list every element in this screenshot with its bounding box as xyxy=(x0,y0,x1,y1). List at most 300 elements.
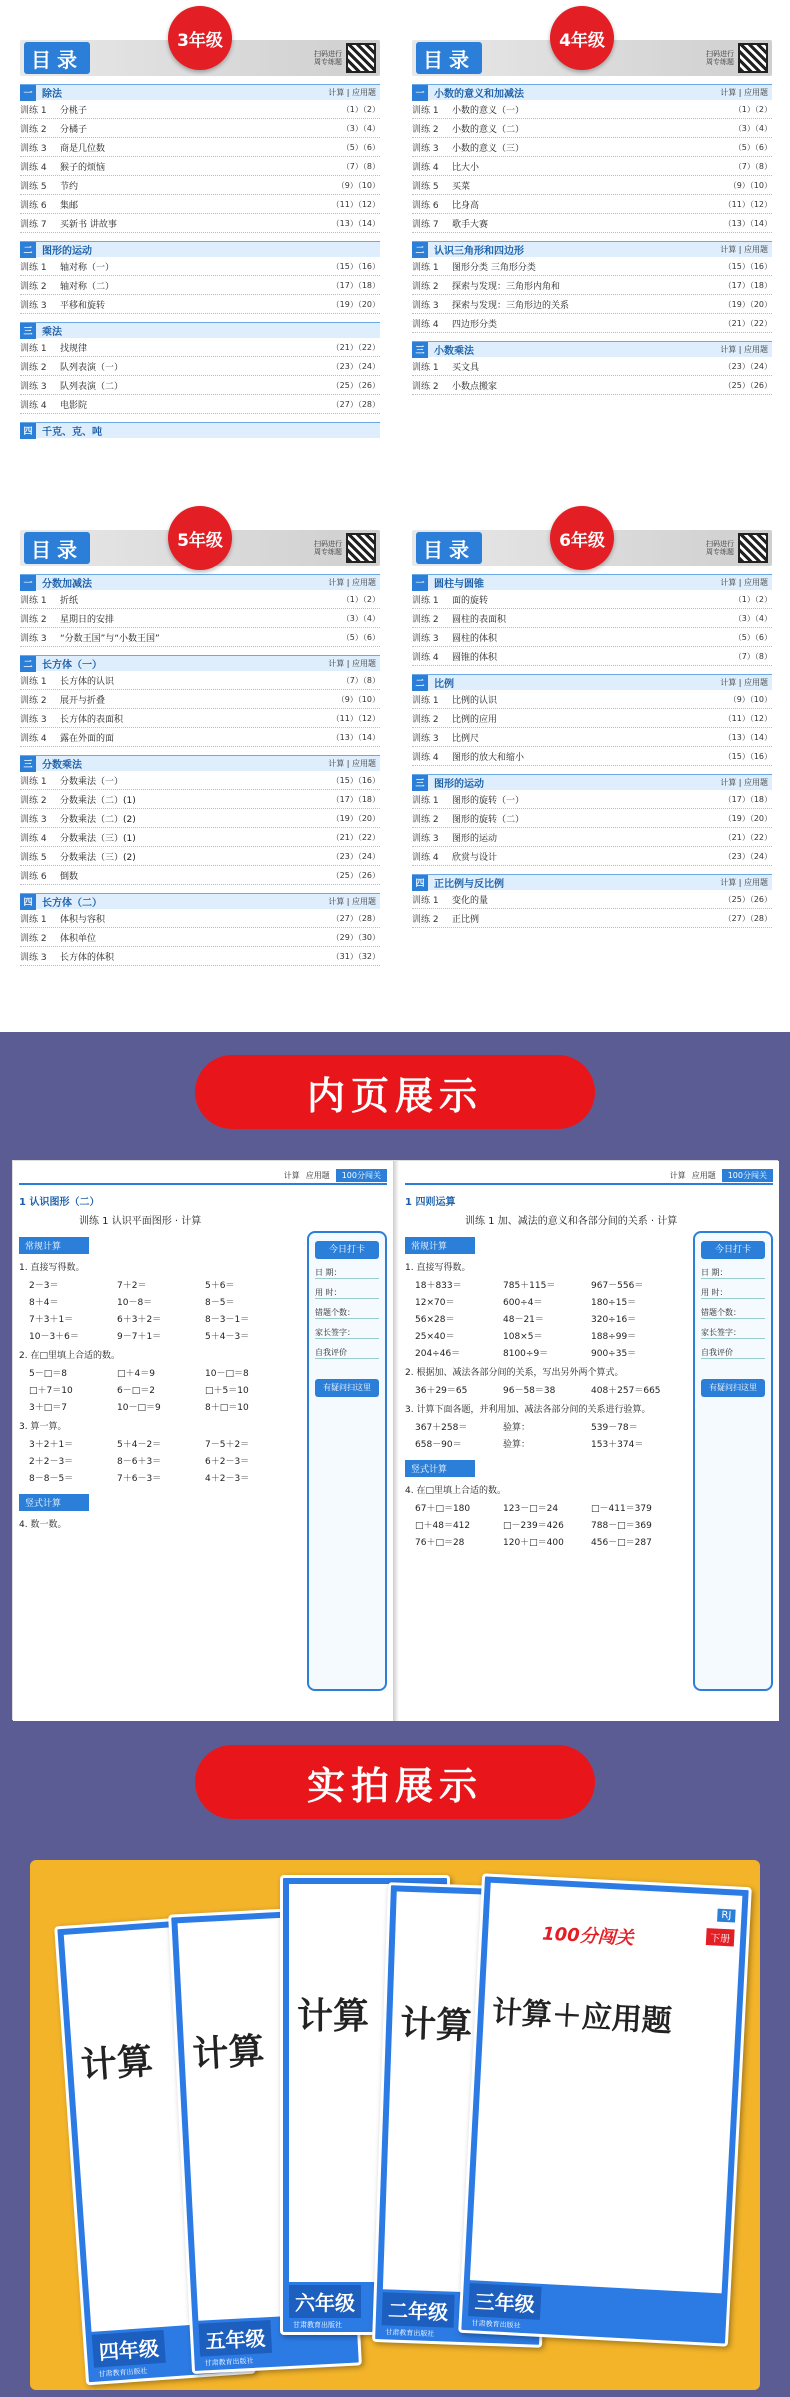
row-label: 训练 1 xyxy=(20,676,47,687)
row-pages: （1）（2） xyxy=(341,104,380,114)
toc-row[interactable] xyxy=(20,590,380,609)
exercise-item: 5＋6＝ xyxy=(205,1281,235,1291)
exercise-item: □＋5＝10 xyxy=(205,1386,249,1396)
row-pages: （19）（20） xyxy=(331,299,380,309)
row-name: 比例的应用 xyxy=(452,714,498,725)
exercise-item: 785＋115＝ xyxy=(503,1281,556,1291)
exercise-item: 153＋374＝ xyxy=(591,1440,644,1450)
toc-row[interactable] xyxy=(412,157,772,176)
section-number: 二 xyxy=(20,242,36,258)
exercise-item: 456－□＝287 xyxy=(591,1538,652,1548)
section-title: 图形的运动 xyxy=(434,779,484,790)
toc-row[interactable] xyxy=(412,709,772,728)
exercise-item: 12×70＝ xyxy=(415,1298,455,1308)
row-name: 图形的旋转（二） xyxy=(452,814,525,825)
toc-row[interactable] xyxy=(20,176,380,195)
row-label: 训练 1 xyxy=(412,105,439,116)
row-name: 图形分类 三角形分类 xyxy=(452,262,536,273)
section-header xyxy=(20,655,380,671)
toc-row[interactable] xyxy=(20,376,380,395)
row-name: 找规律 xyxy=(60,343,88,354)
exercise-grid xyxy=(415,1420,685,1450)
row-name: 比例尺 xyxy=(452,733,480,744)
qr-code-icon xyxy=(738,533,768,563)
exercise-item: 320÷16＝ xyxy=(591,1315,637,1325)
row-name: 商是几位数 xyxy=(60,143,106,154)
toc-row[interactable] xyxy=(20,847,380,866)
toc-row[interactable] xyxy=(20,928,380,947)
row-label: 训练 5 xyxy=(412,181,439,192)
row-label: 训练 2 xyxy=(412,614,439,625)
row-pages: （7）（8） xyxy=(341,161,380,171)
toc-row[interactable] xyxy=(20,119,380,138)
row-pages: （13）（14） xyxy=(723,732,772,742)
qr-code-icon xyxy=(346,43,376,73)
section-header xyxy=(412,674,772,690)
row-name: 分橘子 xyxy=(60,124,88,135)
toc-row[interactable] xyxy=(412,314,772,333)
toc-row[interactable] xyxy=(412,628,772,647)
question: 4. 在□里填上合适的数。 xyxy=(405,1486,506,1496)
exercise-item: 36＋29＝65 xyxy=(415,1386,468,1396)
row-label: 训练 3 xyxy=(20,300,47,311)
qr-code-icon xyxy=(738,43,768,73)
exercise-item: 408＋257＝665 xyxy=(591,1386,661,1396)
toc-row[interactable] xyxy=(412,747,772,766)
toc-row[interactable] xyxy=(412,376,772,395)
row-name: 猴子的烦恼 xyxy=(60,162,106,173)
section-number: 二 xyxy=(20,656,36,672)
exercise-grid xyxy=(415,1383,685,1396)
checkin-field: 家长签字： xyxy=(315,1327,379,1339)
top-label-b: 应用题 xyxy=(691,1170,716,1180)
toc-row[interactable] xyxy=(20,628,380,647)
section-tag: 常规计算 xyxy=(19,1237,89,1254)
section-title: 比例 xyxy=(434,679,454,690)
exercise-item: 6＋3＋2＝ xyxy=(117,1315,162,1325)
toc-row[interactable] xyxy=(20,709,380,728)
row-label: 训练 2 xyxy=(20,362,47,373)
question: 2. 在□里填上合适的数。 xyxy=(19,1351,120,1361)
exercise-item: 3＋□＝7 xyxy=(29,1403,67,1413)
row-pages: （27）（28） xyxy=(331,913,380,923)
grade-label: 四年级 xyxy=(92,2330,166,2368)
toc-panel xyxy=(412,40,772,395)
toc-row[interactable] xyxy=(412,138,772,157)
row-pages: （17）（18） xyxy=(723,794,772,804)
row-pages: （13）（14） xyxy=(723,218,772,228)
row-name: 节约 xyxy=(60,181,79,192)
qr-code-icon xyxy=(346,533,376,563)
page-top-bar xyxy=(405,1167,773,1185)
row-label: 训练 1 xyxy=(412,262,439,273)
toc-row[interactable] xyxy=(20,157,380,176)
row-pages: （9）（10） xyxy=(728,180,772,190)
toc-row[interactable] xyxy=(412,119,772,138)
exercise-grid xyxy=(29,1437,299,1484)
toc-row[interactable] xyxy=(412,590,772,609)
toc-row[interactable] xyxy=(20,828,380,847)
row-pages: （23）（24） xyxy=(723,361,772,371)
row-pages: （17）（18） xyxy=(331,280,380,290)
checkin-field: 用 时： xyxy=(701,1287,765,1299)
row-pages: （3）（4） xyxy=(733,613,772,623)
row-pages: （21）（22） xyxy=(723,318,772,328)
row-name: 集邮 xyxy=(60,200,79,211)
book-cover xyxy=(458,1873,752,2347)
checkin-field: 家长签字： xyxy=(701,1327,765,1339)
question: 1. 直接写得数。 xyxy=(19,1263,85,1273)
exercise-item: 76＋□＝28 xyxy=(415,1538,465,1548)
lesson-title: 训练 1 认识平面图形 · 计算 xyxy=(79,1216,202,1227)
row-name: 买文具 xyxy=(452,362,480,373)
toc-row[interactable] xyxy=(412,728,772,747)
row-label: 训练 3 xyxy=(412,733,439,744)
toc-row[interactable] xyxy=(412,809,772,828)
lesson-title: 训练 1 加、减法的意义和各部分间的关系 · 计算 xyxy=(465,1216,678,1227)
section-title: 圆柱与圆锥 xyxy=(434,579,484,590)
section-number: 二 xyxy=(412,242,428,258)
toc-row[interactable] xyxy=(20,790,380,809)
row-pages: （1）（2） xyxy=(733,104,772,114)
toc-row[interactable] xyxy=(412,214,772,233)
toc-row[interactable] xyxy=(412,828,772,847)
row-name: 面的旋转 xyxy=(452,595,489,606)
exercise-item: 658－90＝ xyxy=(415,1440,462,1450)
section-meta: 计算 | 应用题 xyxy=(328,759,376,768)
row-label: 训练 1 xyxy=(412,362,439,373)
exercise-item: 788－□＝369 xyxy=(591,1521,652,1531)
row-name: 小数点搬家 xyxy=(452,381,498,392)
toc-title: 目录 xyxy=(24,42,90,74)
row-label: 训练 5 xyxy=(20,852,47,863)
toc-row[interactable] xyxy=(412,257,772,276)
checkin-card xyxy=(693,1231,773,1691)
row-name: 圆柱的表面积 xyxy=(452,614,507,625)
row-name: 长方体的认识 xyxy=(60,676,115,687)
row-pages: （23）（24） xyxy=(331,851,380,861)
exercise-grid xyxy=(415,1501,685,1548)
row-name: 体积与容积 xyxy=(60,914,106,925)
section-header xyxy=(412,241,772,257)
row-name: 图形的旋转（一） xyxy=(452,795,525,806)
row-name: 歌手大赛 xyxy=(452,219,489,230)
question: 3. 计算下面各题，并利用加、减法各部分间的关系进行验算。 xyxy=(405,1405,651,1415)
exercise-column xyxy=(405,1260,685,1548)
exercise-item: □＋48＝412 xyxy=(415,1521,471,1531)
toc-row[interactable] xyxy=(20,609,380,628)
toc-row[interactable] xyxy=(20,671,380,690)
exercise-item: 7＋6－3＝ xyxy=(117,1474,162,1484)
publisher-label: 甘肃教育出版社 xyxy=(471,2319,521,2330)
toc-row[interactable] xyxy=(412,647,772,666)
volume-tag: 下册 xyxy=(706,1928,735,1946)
row-name: 圆柱的体积 xyxy=(452,633,498,644)
section-number: 一 xyxy=(20,85,36,101)
row-pages: （15）（16） xyxy=(331,775,380,785)
row-label: 训练 6 xyxy=(20,871,47,882)
row-pages: （27）（28） xyxy=(331,399,380,409)
section-header xyxy=(20,322,380,338)
grade-label: 三年级 xyxy=(468,2283,542,2320)
row-label: 训练 2 xyxy=(20,795,47,806)
exercise-item: 18＋833＝ xyxy=(415,1281,462,1291)
toc-row[interactable] xyxy=(20,690,380,709)
section-meta: 计算 | 应用题 xyxy=(328,897,376,906)
row-label: 训练 3 xyxy=(20,952,47,963)
toc-row[interactable] xyxy=(412,609,772,628)
section-title: 图形的运动 xyxy=(42,246,92,257)
toc-row[interactable] xyxy=(20,138,380,157)
row-pages: （21）（22） xyxy=(331,342,380,352)
toc-row[interactable] xyxy=(20,295,380,314)
row-label: 训练 4 xyxy=(20,400,47,411)
row-name: 倒数 xyxy=(60,871,79,882)
exercise-column xyxy=(19,1260,299,1530)
section-number: 四 xyxy=(20,894,36,910)
toc-row[interactable] xyxy=(20,771,380,790)
toc-title: 目录 xyxy=(24,532,90,564)
toc-row[interactable] xyxy=(20,100,380,119)
scan-text: 扫码进行 周专练题 xyxy=(706,540,734,556)
row-label: 训练 2 xyxy=(20,614,47,625)
book-title: 计算 xyxy=(297,1996,370,2037)
question: 2. 根据加、减法各部分间的关系，写出另外两个算式。 xyxy=(405,1368,624,1378)
row-label: 训练 3 xyxy=(20,814,47,825)
row-name: 圆锥的体积 xyxy=(452,652,498,663)
section-title: 认识三角形和四边形 xyxy=(434,246,524,257)
exercise-item: 验算： xyxy=(503,1440,531,1450)
toc-row[interactable] xyxy=(20,728,380,747)
row-label: 训练 5 xyxy=(20,181,47,192)
publisher-label: 甘肃教育出版社 xyxy=(204,2356,254,2368)
row-label: 训练 4 xyxy=(412,652,439,663)
section-header xyxy=(412,874,772,890)
row-pages: （11）（12） xyxy=(723,199,772,209)
toc-row[interactable] xyxy=(412,195,772,214)
toc-row[interactable] xyxy=(412,690,772,709)
toc-row[interactable] xyxy=(20,357,380,376)
row-label: 训练 3 xyxy=(412,833,439,844)
exercise-item: 188÷99＝ xyxy=(591,1332,637,1342)
exercise-item: 108×5＝ xyxy=(503,1332,543,1342)
grade-label: 六年级 xyxy=(289,2285,361,2318)
toc-row[interactable] xyxy=(412,176,772,195)
row-name: 露在外面的面 xyxy=(60,733,115,744)
checkin-field: 用 时： xyxy=(315,1287,379,1299)
row-label: 训练 4 xyxy=(412,752,439,763)
question: 3. 算一算。 xyxy=(19,1422,67,1432)
exercise-item: 120＋□＝400 xyxy=(503,1538,564,1548)
row-name: 分数乘法（三）(1) xyxy=(60,833,136,844)
exercise-item: 96－58＝38 xyxy=(503,1386,556,1396)
exercise-item: 8－3－1＝ xyxy=(205,1315,250,1325)
edition-tag: RJ xyxy=(717,1909,736,1923)
toc-row[interactable] xyxy=(412,909,772,928)
brand-tag: 100分闯关 xyxy=(336,1169,387,1182)
exercise-item: 180÷15＝ xyxy=(591,1298,637,1308)
section-header xyxy=(20,241,380,257)
toc-row[interactable] xyxy=(412,100,772,119)
section-tag: 常规计算 xyxy=(405,1237,475,1254)
row-label: 训练 1 xyxy=(412,595,439,606)
section-meta: 计算 | 应用题 xyxy=(328,578,376,587)
section-title: 分数加减法 xyxy=(42,579,92,590)
page-top-bar xyxy=(19,1167,387,1185)
inner-pages-spread xyxy=(12,1160,778,1720)
exercise-item: 8－8－5＝ xyxy=(29,1474,74,1484)
unit-title: 1 四则运算 xyxy=(405,1197,456,1208)
row-pages: （7）（8） xyxy=(733,651,772,661)
exercise-item: 8－5＝ xyxy=(205,1298,235,1308)
top-label-a: 计算 xyxy=(669,1170,686,1180)
toc-row[interactable] xyxy=(20,866,380,885)
row-label: 训练 2 xyxy=(412,281,439,292)
row-name: 探索与发现：三角形内角和 xyxy=(452,281,561,292)
section-header xyxy=(412,774,772,790)
section-meta: 计算 | 应用题 xyxy=(720,678,768,687)
book-title: 计算 xyxy=(399,2003,473,2048)
section-title: 小数乘法 xyxy=(434,346,474,357)
toc-row[interactable] xyxy=(20,809,380,828)
row-pages: （5）（6） xyxy=(733,142,772,152)
toc-row[interactable] xyxy=(412,890,772,909)
row-pages: （5）（6） xyxy=(341,142,380,152)
toc-row[interactable] xyxy=(20,276,380,295)
row-label: 训练 1 xyxy=(20,105,47,116)
row-pages: （3）（4） xyxy=(341,123,380,133)
row-label: 训练 1 xyxy=(412,895,439,906)
grade-badge: 3年级 xyxy=(168,6,232,70)
toc-row[interactable] xyxy=(20,257,380,276)
row-label: 训练 2 xyxy=(412,914,439,925)
checkin-field: 日 期： xyxy=(701,1267,765,1279)
exercise-item: 10－□＝8 xyxy=(205,1369,249,1379)
row-label: 训练 7 xyxy=(20,219,47,230)
product-photo xyxy=(30,1860,760,2390)
checkin-field: 错题个数： xyxy=(315,1307,379,1319)
row-pages: （29）（30） xyxy=(331,932,380,942)
toc-row[interactable] xyxy=(412,357,772,376)
section-header xyxy=(20,893,380,909)
toc-row[interactable] xyxy=(20,947,380,966)
section-title: 千克、克、吨 xyxy=(42,427,102,438)
toc-title: 目录 xyxy=(416,42,482,74)
toc-row[interactable] xyxy=(20,395,380,414)
section-header xyxy=(20,755,380,771)
grade-badge: 4年级 xyxy=(550,6,614,70)
row-pages: （5）（6） xyxy=(341,632,380,642)
section-meta: 计算 | 应用题 xyxy=(720,88,768,97)
section-title: 正比例与反比例 xyxy=(434,879,504,890)
row-label: 训练 1 xyxy=(20,343,47,354)
row-name: 电影院 xyxy=(60,400,88,411)
row-label: 训练 2 xyxy=(412,381,439,392)
section-header xyxy=(412,84,772,100)
exercise-item: 900÷35＝ xyxy=(591,1349,637,1359)
exercise-item: 8＋4＝ xyxy=(29,1298,59,1308)
row-name: 变化的量 xyxy=(452,895,489,906)
publisher-label: 甘肃教育出版社 xyxy=(293,2321,342,2329)
toc-row[interactable] xyxy=(412,790,772,809)
row-label: 训练 3 xyxy=(20,633,47,644)
row-label: 训练 2 xyxy=(20,124,47,135)
toc-row[interactable] xyxy=(20,195,380,214)
exercise-item: 6＋2－3＝ xyxy=(205,1457,250,1467)
exercise-item: 367＋258＝ xyxy=(415,1423,468,1433)
row-pages: （7）（8） xyxy=(341,675,380,685)
toc-row[interactable] xyxy=(412,276,772,295)
toc-row[interactable] xyxy=(20,214,380,233)
question: 4. 数一数。 xyxy=(19,1520,67,1530)
row-pages: （9）（10） xyxy=(336,180,380,190)
row-name: 探索与发现：三角形边的关系 xyxy=(452,300,570,311)
row-label: 训练 2 xyxy=(412,814,439,825)
checkin-field: 错题个数： xyxy=(701,1307,765,1319)
exercise-item: 5＋4－3＝ xyxy=(205,1332,250,1342)
section-meta: 计算 | 应用题 xyxy=(720,245,768,254)
row-label: 训练 6 xyxy=(20,200,47,211)
top-label-a: 计算 xyxy=(283,1170,300,1180)
right-page xyxy=(399,1161,779,1721)
row-name: 队列表演（二） xyxy=(60,381,124,392)
toc-panel xyxy=(412,530,772,928)
row-name: 平移和旋转 xyxy=(60,300,106,311)
section-title: 小数的意义和加减法 xyxy=(434,89,524,100)
section-tag: 竖式计算 xyxy=(405,1460,475,1477)
toc-row[interactable] xyxy=(20,909,380,928)
row-label: 训练 3 xyxy=(412,300,439,311)
row-label: 训练 2 xyxy=(20,933,47,944)
row-label: 训练 4 xyxy=(412,162,439,173)
toc-row[interactable] xyxy=(20,338,380,357)
scan-text: 扫码进行 周专练题 xyxy=(314,540,342,556)
section-number: 三 xyxy=(20,756,36,772)
section-tag: 竖式计算 xyxy=(19,1494,89,1511)
exercise-item: 10－3＋6＝ xyxy=(29,1332,79,1342)
row-name: 买新书 讲故事 xyxy=(60,219,117,230)
row-name: 分数乘法（三）(2) xyxy=(60,852,136,863)
row-pages: （1）（2） xyxy=(733,594,772,604)
publisher-label: 甘肃教育出版社 xyxy=(98,2367,148,2379)
row-name: 小数的意义（二） xyxy=(452,124,525,135)
row-pages: （13）（14） xyxy=(331,732,380,742)
toc-row[interactable] xyxy=(412,295,772,314)
toc-panel xyxy=(20,530,380,966)
row-pages: （23）（24） xyxy=(723,851,772,861)
row-name: 小数的意义（三） xyxy=(452,143,525,154)
row-pages: （17）（18） xyxy=(331,794,380,804)
exercise-item: □－411＝379 xyxy=(591,1504,652,1514)
row-pages: （9）（10） xyxy=(336,694,380,704)
row-label: 训练 4 xyxy=(412,319,439,330)
exercise-item: 5－□＝8 xyxy=(29,1369,67,1379)
section-header xyxy=(20,84,380,100)
row-name: 体积单位 xyxy=(60,933,97,944)
row-label: 训练 2 xyxy=(20,695,47,706)
scan-text: 扫码进行 周专练题 xyxy=(314,50,342,66)
section-header xyxy=(412,341,772,357)
section-number: 三 xyxy=(412,342,428,358)
row-label: 训练 1 xyxy=(20,262,47,273)
row-pages: （5）（6） xyxy=(733,632,772,642)
section-number: 二 xyxy=(412,675,428,691)
section-number: 一 xyxy=(20,575,36,591)
inner-pages-banner: 内页展示 xyxy=(195,1055,595,1129)
row-label: 训练 1 xyxy=(20,914,47,925)
exercise-item: 4＋2－3＝ xyxy=(205,1474,250,1484)
toc-row[interactable] xyxy=(412,847,772,866)
